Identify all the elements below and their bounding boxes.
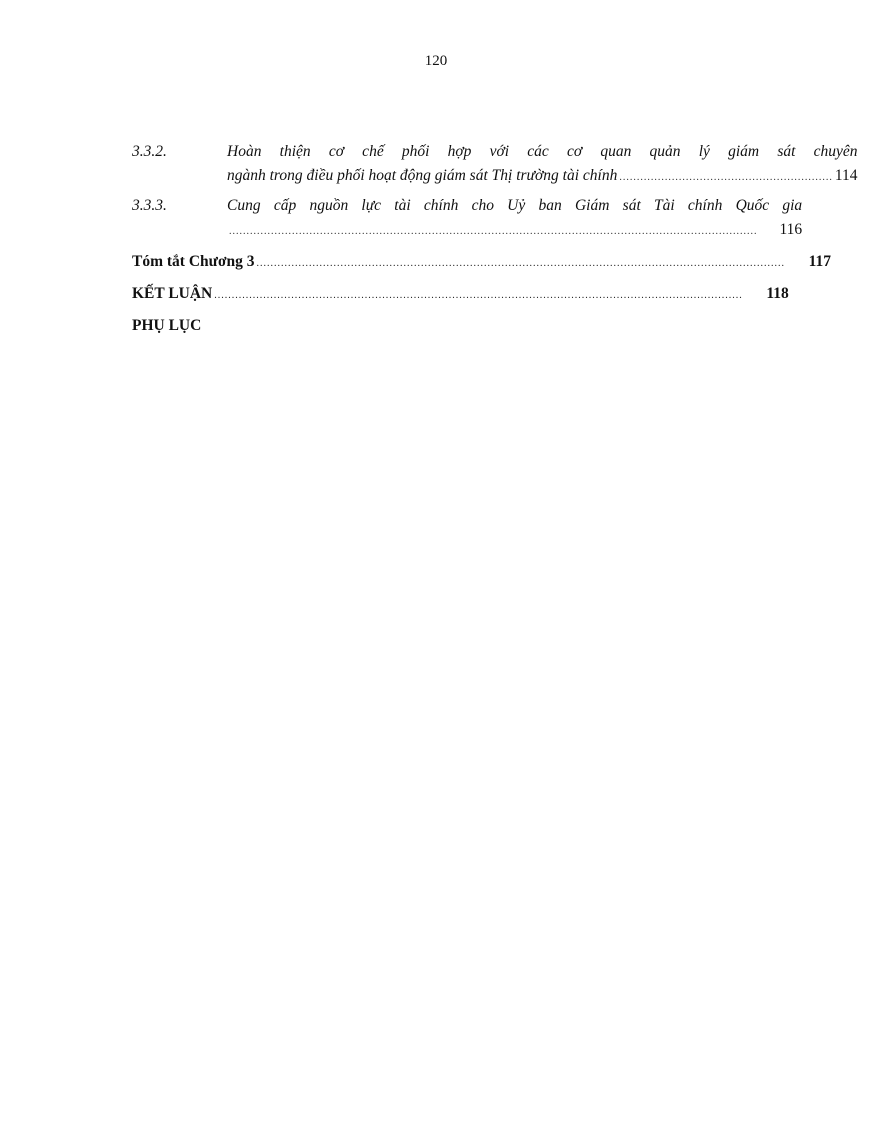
dot-leader: .......................................................................................................................................................: [256, 258, 786, 269]
page-number: 120: [424, 53, 448, 69]
toc-entry-title: Tóm tắt Chương 3: [132, 253, 255, 270]
toc-entry-appendix[interactable]: PHỤ LỤC: [132, 317, 202, 334]
toc-entry-conclusion[interactable]: [132, 282, 789, 308]
toc-entry-title-line: Cung cấp nguồn lực tài chính cho Uỷ ban Giám sát Tài chính Quốc gia: [227, 197, 803, 214]
toc-entry-3-3-2[interactable]: [132, 140, 858, 190]
toc-entry-page: 118: [766, 285, 789, 302]
toc-entry-leader-line: [227, 218, 802, 244]
toc-entry-body: [227, 194, 802, 244]
toc-entry-title-continuation: ngành trong điều phối hoạt động giám sát Thị trường tài chính: [227, 167, 618, 184]
toc-entry-3-3-3[interactable]: [132, 194, 803, 244]
toc-entry-chapter-summary[interactable]: [132, 250, 832, 276]
table-of-contents: [132, 140, 858, 338]
toc-entry-body: [227, 140, 858, 190]
dot-leader: .......................................................................................................................................................: [214, 290, 743, 301]
toc-entry-page: 116: [779, 221, 803, 238]
toc-entry-page: 117: [808, 253, 832, 270]
toc-entry-number: 3.3.3.: [132, 197, 167, 214]
toc-entry-title: KẾT LUẬN: [132, 285, 213, 302]
toc-entry-page: 114: [834, 167, 858, 184]
toc-entry-title-line: [227, 164, 858, 190]
toc-entry-title-line: Hoàn thiện cơ chế phối hợp với các cơ quan quản lý giám sát chuyên: [227, 143, 858, 160]
dot-leader: .............................................................: [619, 172, 833, 183]
toc-entry-number: 3.3.2.: [132, 143, 167, 160]
dot-leader: .......................................................................................................................................................: [229, 226, 758, 237]
